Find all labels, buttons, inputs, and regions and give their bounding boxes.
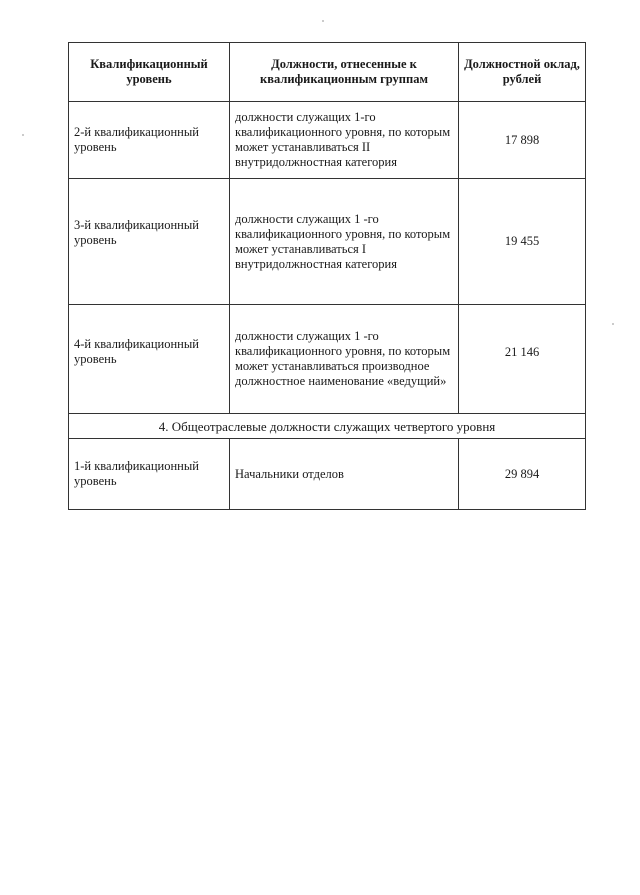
cell-level: 2-й квалификационный уровень [69,102,230,179]
table-row [69,439,586,510]
cell-level: 4-й квалификационный уровень [69,305,230,414]
cell-salary: 19 455 [459,179,586,305]
cell-positions: должности служащих 1-го квалификационного уровня, по которым может устанавливаться II внутридолжностная категория [230,102,459,179]
table-header-row [69,43,586,102]
header-salary: Должностной оклад, рублей [459,43,586,102]
cell-positions: Начальники отделов [230,439,459,510]
header-positions: Должности, отнесенные к квалификационным группам [230,43,459,102]
cell-salary: 29 894 [459,439,586,510]
section-row [69,414,586,439]
salary-table [68,42,586,510]
scan-speck [612,323,614,325]
cell-salary: 17 898 [459,102,586,179]
cell-level: 3-й квалификационный уровень [69,179,230,305]
header-level: Квалификационный уровень [69,43,230,102]
table-row [69,102,586,179]
cell-positions: должности служащих 1 -го квалификационного уровня, по которым может устанавливаться производное должностное наименование «ведущий» [230,305,459,414]
cell-level: 1-й квалификационный уровень [69,439,230,510]
section-title: 4. Общеотраслевые должности служащих четвертого уровня [69,414,586,439]
cell-positions: должности служащих 1 -го квалификационного уровня, по которым может устанавливаться I внутридолжностная категория [230,179,459,305]
table-row [69,179,586,305]
cell-salary: 21 146 [459,305,586,414]
table-row [69,305,586,414]
scan-speck [322,20,324,22]
scan-speck [22,134,24,136]
